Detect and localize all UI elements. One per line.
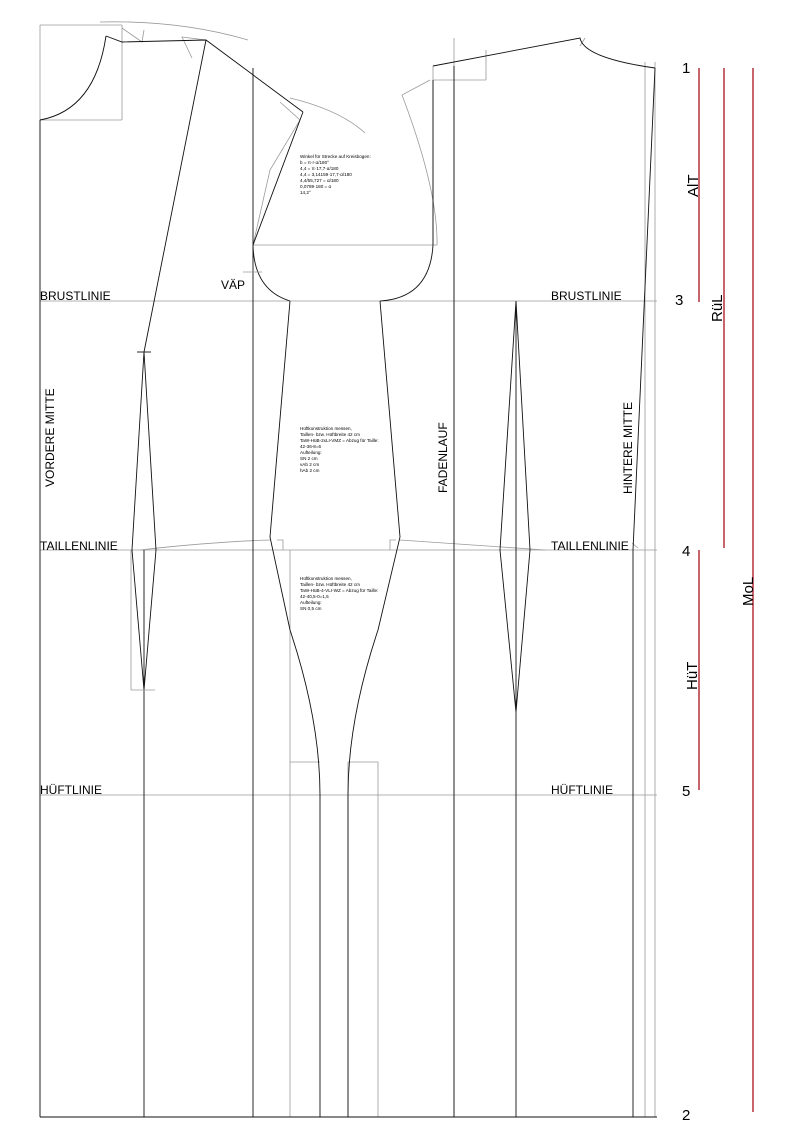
hueftlinie-front-label: HÜFTLINIE bbox=[40, 783, 103, 797]
taillenlinie-back-label: TAILLENLINIE bbox=[551, 539, 629, 553]
note-line: hAb 2 cm bbox=[300, 468, 320, 473]
note-line: b = π·r·α/180° bbox=[300, 160, 329, 165]
hintere-mitte-label: HINTERE MITTE bbox=[621, 402, 635, 494]
construction-notes bbox=[300, 154, 380, 611]
mol-label: MoL bbox=[740, 576, 757, 606]
note-line: Aufteilung: bbox=[300, 450, 322, 455]
note-line: Taillen- bzw. Hüftbreite 42 cm bbox=[300, 582, 360, 587]
note-line: 4,4 = π·17,7·α/180 bbox=[300, 166, 339, 171]
hip-note bbox=[300, 576, 380, 611]
point-1: 1 bbox=[682, 60, 691, 77]
note-line: 14,2° bbox=[300, 190, 311, 195]
ruel-label: RüL bbox=[709, 294, 726, 322]
note-line: SN 0,5 cm bbox=[300, 606, 322, 611]
taillenlinie-front-label: TAILLENLINIE bbox=[40, 539, 118, 553]
vaep-label: VÄP bbox=[221, 278, 246, 292]
note-line: Winkel für Strecke auf Kreisbogen: bbox=[300, 154, 371, 159]
note-line: 42-36-8=6 bbox=[300, 444, 322, 449]
pattern-labels bbox=[40, 272, 635, 797]
huet-label: HüT bbox=[684, 661, 701, 690]
point-3: 3 bbox=[675, 292, 684, 309]
note-line: TaW-HüB-2xLI-VMZ = Abzug für Taille: bbox=[300, 438, 379, 443]
note-line: SN 2 cm bbox=[300, 456, 318, 461]
construction-lines bbox=[40, 22, 657, 1117]
armhole-note bbox=[300, 154, 372, 195]
note-line: Hüftkonstruktion messen, bbox=[300, 426, 352, 431]
fadenlauf-label: FADENLAUF bbox=[436, 422, 450, 493]
note-line: vAb 2 cm bbox=[300, 462, 320, 467]
measurement-lines bbox=[684, 68, 757, 1112]
note-line: Hüftkonstruktion messen, bbox=[300, 576, 352, 581]
point-2: 2 bbox=[682, 1107, 691, 1124]
note-line: 0,0789·180 = α bbox=[300, 184, 332, 189]
note-line: Aufteilung: bbox=[300, 600, 322, 605]
point-markers bbox=[675, 60, 690, 1124]
vordere-mitte-label: VORDERE MITTE bbox=[43, 388, 57, 487]
point-5: 5 bbox=[682, 783, 691, 800]
hueftlinie-back-label: HÜFTLINIE bbox=[551, 783, 614, 797]
brustlinie-back-label: BRUSTLINIE bbox=[551, 289, 622, 303]
brustlinie-front-label: BRUSTLINIE bbox=[40, 289, 111, 303]
note-line: 4,4 = 3,14159·17,7·α/180 bbox=[300, 172, 352, 177]
alt-label: AlT bbox=[685, 174, 702, 197]
note-line: TaW-HüB-4-VLI-WZ = Abzug für Taille: bbox=[300, 588, 379, 593]
point-4: 4 bbox=[682, 543, 691, 560]
note-line: 4,4/55,727 = α/180 bbox=[300, 178, 339, 183]
waist-note bbox=[300, 426, 380, 473]
note-line: 42-40,5-0=1,5 bbox=[300, 594, 329, 599]
note-line: Taillen- bzw. Hüftbreite 42 cm bbox=[300, 432, 360, 437]
